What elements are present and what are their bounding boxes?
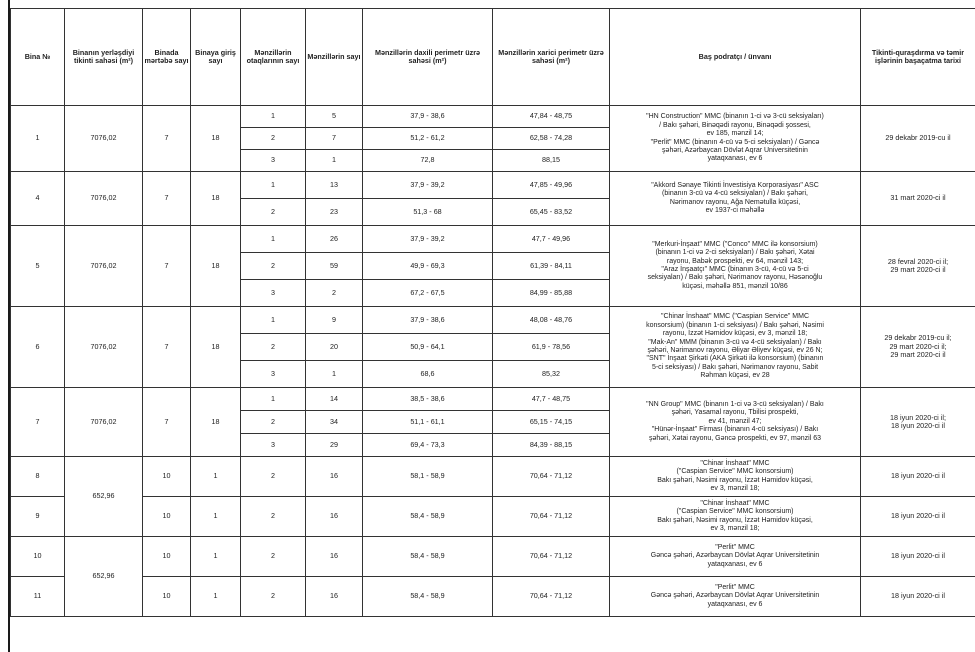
cell-outer-area: 62,58 - 74,28 <box>493 128 610 150</box>
cell-floors: 10 <box>143 457 191 497</box>
cell-floors: 7 <box>143 226 191 307</box>
cell-bina-no: 7 <box>11 388 65 457</box>
cell-completion-date: 31 mart 2020-ci il <box>861 172 975 226</box>
cell-outer-area: 70,64 - 71,12 <box>493 577 610 617</box>
cell-inner-area: 67,2 - 67,5 <box>363 280 493 307</box>
cell-contractor: "Akkord Sənaye Tikinti İnvestisiya Korporasiyası" ASC (binanın 3-cü və 4-cü seksiyaları) / Bakı şəhəri, Nərimanov rayonu, Ağa Nemətulla küçəsi, ev 1937-ci məhəllə <box>610 172 861 226</box>
cell-entrances: 18 <box>191 226 241 307</box>
cell-count: 7 <box>306 128 363 150</box>
cell-count: 2 <box>306 280 363 307</box>
header-bina-no: Bina № <box>11 9 65 106</box>
cell-contractor: "Chinar İnshaat" MMC ("Caspian Service" MMC konsorsium) Bakı şəhəri, Nəsimi rayonu, İzzət Həmidov küçəsi, ev 3, mənzil 18; <box>610 497 861 537</box>
cell-rooms: 3 <box>241 434 306 457</box>
table-row <box>11 497 975 537</box>
cell-outer-area: 88,15 <box>493 150 610 172</box>
cell-floors: 7 <box>143 307 191 388</box>
cell-rooms: 1 <box>241 388 306 411</box>
cell-outer-area: 47,84 - 48,75 <box>493 106 610 128</box>
cell-outer-area: 85,32 <box>493 361 610 388</box>
cell-outer-area: 65,15 - 74,15 <box>493 411 610 434</box>
cell-contractor: "HN Construction" MMC (binanın 1-ci və 3-cü seksiyaları) / Bakı şəhəri, Binəqədi rayonu, Binəqədi şossesi, ev 185, mənzil 14; "Perlit" MMC (binanın 4-cü və 5-ci seksiyaları) / Gəncə şəhəri, Azərbaycan Dövlət Aqrar Universitetinin yataqxanası, ev 6 <box>610 106 861 172</box>
cell-entrances: 1 <box>191 497 241 537</box>
cell-area: 7076,02 <box>65 106 143 172</box>
cell-count: 14 <box>306 388 363 411</box>
cell-count: 9 <box>306 307 363 334</box>
cell-rooms: 2 <box>241 497 306 537</box>
cell-bina-no: 10 <box>11 537 65 577</box>
cell-entrances: 18 <box>191 388 241 457</box>
cell-count: 13 <box>306 172 363 199</box>
table-row <box>11 388 975 411</box>
cell-completion-date: 18 iyun 2020-ci il <box>861 457 975 497</box>
cell-contractor: "Chinar İnshaat" MMC ("Caspian Service" MMC konsorsium) (binanın 1-ci seksiyası) / Bakı şəhəri, Nəsimi rayonu, İzzət Həmidov küçəsi, ev 3, mənzil 18; "Mak-An" MMM (binanın 3-cü və 4-cü seksiyaları) / Bakı şəhəri, Nərimanov rayonu, Əliyar Əliyev küçəsi, ev 26 N; "SNT" İnşaat Şirkəti (AKA Şirkəti ilə konsorsium) (binanın 5-ci seksiyası) / Bakı şəhəri, Nərimanov rayonu, Sabit Rəhman küçəsi, ev 28 <box>610 307 861 388</box>
cell-floors: 7 <box>143 172 191 226</box>
cell-inner-area: 38,5 - 38,6 <box>363 388 493 411</box>
cell-entrances: 18 <box>191 307 241 388</box>
cell-contractor: "Merkuri-İnşaat" MMC ("Conco" MMC ilə konsorsium) (binanın 1-ci və 2-ci seksiyaları) / Bakı şəhəri, Xətai rayonu, Babək prospekti, ev 64, mənzil 143; "Araz İnşaatçı" MMC (binanın 3-cü, 4-cü və 5-ci seksiyaları) / Bakı şəhəri, Nərimanov rayonu, Həsənoğlu küçəsi, məhəllə 851, mənzil 10/86 <box>610 226 861 307</box>
cell-area: 7076,02 <box>65 388 143 457</box>
cell-entrances: 1 <box>191 577 241 617</box>
cell-inner-area: 37,9 - 38,6 <box>363 307 493 334</box>
cell-floors: 10 <box>143 577 191 617</box>
cell-outer-area: 61,9 - 78,56 <box>493 334 610 361</box>
cell-area: 7076,02 <box>65 307 143 388</box>
cell-count: 1 <box>306 361 363 388</box>
cell-inner-area: 58,1 - 58,9 <box>363 457 493 497</box>
cell-outer-area: 47,85 - 49,96 <box>493 172 610 199</box>
cell-count: 1 <box>306 150 363 172</box>
cell-inner-area: 58,4 - 58,9 <box>363 497 493 537</box>
cell-entrances: 1 <box>191 457 241 497</box>
cell-bina-no: 9 <box>11 497 65 537</box>
cell-rooms: 1 <box>241 172 306 199</box>
cell-rooms: 2 <box>241 577 306 617</box>
cell-inner-area: 51,3 - 68 <box>363 199 493 226</box>
cell-outer-area: 61,39 - 84,11 <box>493 253 610 280</box>
cell-entrances: 18 <box>191 172 241 226</box>
cell-count: 59 <box>306 253 363 280</box>
cell-rooms: 2 <box>241 128 306 150</box>
cell-completion-date: 29 dekabr 2019-cu il <box>861 106 975 172</box>
cell-inner-area: 37,9 - 39,2 <box>363 226 493 253</box>
housing-table <box>10 8 975 617</box>
header-row <box>11 9 975 106</box>
cell-rooms: 2 <box>241 537 306 577</box>
cell-floors: 7 <box>143 388 191 457</box>
cell-bina-no: 11 <box>11 577 65 617</box>
cell-contractor: "Chinar İnshaat" MMC ("Caspian Service" MMC konsorsium) Bakı şəhəri, Nəsimi rayonu, İzzət Həmidov küçəsi, ev 3, mənzil 18; <box>610 457 861 497</box>
cell-floors: 7 <box>143 106 191 172</box>
cell-count: 5 <box>306 106 363 128</box>
cell-count: 16 <box>306 457 363 497</box>
header-contractor: Baş podratçı / ünvanı <box>610 9 861 106</box>
cell-outer-area: 84,99 - 85,88 <box>493 280 610 307</box>
table-body <box>11 106 975 617</box>
cell-rooms: 2 <box>241 411 306 434</box>
cell-count: 29 <box>306 434 363 457</box>
cell-contractor: "NN Group" MMC (binanın 1-ci və 3-cü seksiyaları) / Bakı şəhəri, Yasamal rayonu, Tbilisi prospekti, ev 41, mənzil 47; "Hünər-İnşaat" Firması (binanın 4-cü seksiyası) / Bakı şəhəri, Xətai rayonu, Gəncə prospekti, ev 97, mənzil 63 <box>610 388 861 457</box>
cell-rooms: 2 <box>241 199 306 226</box>
cell-inner-area: 68,6 <box>363 361 493 388</box>
cell-inner-area: 37,9 - 38,6 <box>363 106 493 128</box>
table-row <box>11 537 975 577</box>
cell-outer-area: 48,08 - 48,76 <box>493 307 610 334</box>
header-outer-area: Mənzillərin xarici perimetr üzrə sahəsi (m²) <box>493 9 610 106</box>
cell-inner-area: 49,9 - 69,3 <box>363 253 493 280</box>
cell-area: 652,96 <box>65 457 143 537</box>
cell-outer-area: 70,64 - 71,12 <box>493 457 610 497</box>
cell-outer-area: 47,7 - 49,96 <box>493 226 610 253</box>
cell-rooms: 1 <box>241 307 306 334</box>
cell-outer-area: 70,64 - 71,12 <box>493 537 610 577</box>
cell-outer-area: 47,7 - 48,75 <box>493 388 610 411</box>
cell-bina-no: 4 <box>11 172 65 226</box>
table-row <box>11 577 975 617</box>
cell-bina-no: 1 <box>11 106 65 172</box>
cell-completion-date: 18 iyun 2020-ci il <box>861 537 975 577</box>
cell-rooms: 3 <box>241 150 306 172</box>
cell-floors: 10 <box>143 497 191 537</box>
cell-outer-area: 84,39 - 88,15 <box>493 434 610 457</box>
cell-rooms: 1 <box>241 106 306 128</box>
header-apartment-count: Mənzillərin sayı <box>306 9 363 106</box>
header-completion-date: Tikinti-quraşdırma və təmir işlərinin başaçatma tarixi <box>861 9 975 106</box>
table-row <box>11 457 975 497</box>
cell-outer-area: 70,64 - 71,12 <box>493 497 610 537</box>
table-row <box>11 226 975 253</box>
cell-rooms: 3 <box>241 280 306 307</box>
cell-rooms: 2 <box>241 334 306 361</box>
cell-completion-date: 18 iyun 2020-ci il <box>861 577 975 617</box>
cell-count: 16 <box>306 497 363 537</box>
cell-entrances: 1 <box>191 537 241 577</box>
cell-contractor: "Perlit" MMC Gəncə şəhəri, Azərbaycan Dövlət Aqrar Universitetinin yataqxanası, ev 6 <box>610 577 861 617</box>
cell-floors: 10 <box>143 537 191 577</box>
header-entrances: Binaya giriş sayı <box>191 9 241 106</box>
cell-inner-area: 58,4 - 58,9 <box>363 577 493 617</box>
cell-area: 652,96 <box>65 537 143 617</box>
cell-count: 34 <box>306 411 363 434</box>
cell-rooms: 1 <box>241 226 306 253</box>
cell-bina-no: 6 <box>11 307 65 388</box>
cell-bina-no: 8 <box>11 457 65 497</box>
table-row <box>11 172 975 199</box>
header-inner-area: Mənzillərin daxili perimetr üzrə sahəsi (m²) <box>363 9 493 106</box>
cell-contractor: "Perlit" MMC Gəncə şəhəri, Azərbaycan Dövlət Aqrar Universitetinin yataqxanası, ev 6 <box>610 537 861 577</box>
header-floors: Binada mərtəbə sayı <box>143 9 191 106</box>
cell-bina-no: 5 <box>11 226 65 307</box>
cell-inner-area: 51,1 - 61,1 <box>363 411 493 434</box>
header-area: Binanın yerləşdiyi tikinti sahəsi (m²) <box>65 9 143 106</box>
cell-area: 7076,02 <box>65 226 143 307</box>
cell-inner-area: 50,9 - 64,1 <box>363 334 493 361</box>
cell-inner-area: 72,8 <box>363 150 493 172</box>
cell-outer-area: 65,45 - 83,52 <box>493 199 610 226</box>
cell-completion-date: 28 fevral 2020-ci il; 29 mart 2020-ci il <box>861 226 975 307</box>
cell-inner-area: 37,9 - 39,2 <box>363 172 493 199</box>
table-row <box>11 307 975 334</box>
cell-rooms: 2 <box>241 253 306 280</box>
cell-area: 7076,02 <box>65 172 143 226</box>
cell-count: 20 <box>306 334 363 361</box>
cell-count: 23 <box>306 199 363 226</box>
cell-completion-date: 29 dekabr 2019-cu il; 29 mart 2020-ci il; 29 mart 2020-ci il <box>861 307 975 388</box>
cell-rooms: 2 <box>241 457 306 497</box>
table-row <box>11 106 975 128</box>
cell-inner-area: 69,4 - 73,3 <box>363 434 493 457</box>
cell-count: 26 <box>306 226 363 253</box>
cell-entrances: 18 <box>191 106 241 172</box>
cell-count: 16 <box>306 577 363 617</box>
header-rooms: Mənzillərin otaqlarının sayı <box>241 9 306 106</box>
cell-completion-date: 18 iyun 2020-ci il <box>861 497 975 537</box>
cell-rooms: 3 <box>241 361 306 388</box>
cell-completion-date: 18 iyun 2020-ci il; 18 iyun 2020-ci il <box>861 388 975 457</box>
cell-inner-area: 51,2 - 61,2 <box>363 128 493 150</box>
cell-count: 16 <box>306 537 363 577</box>
cell-inner-area: 58,4 - 58,9 <box>363 537 493 577</box>
